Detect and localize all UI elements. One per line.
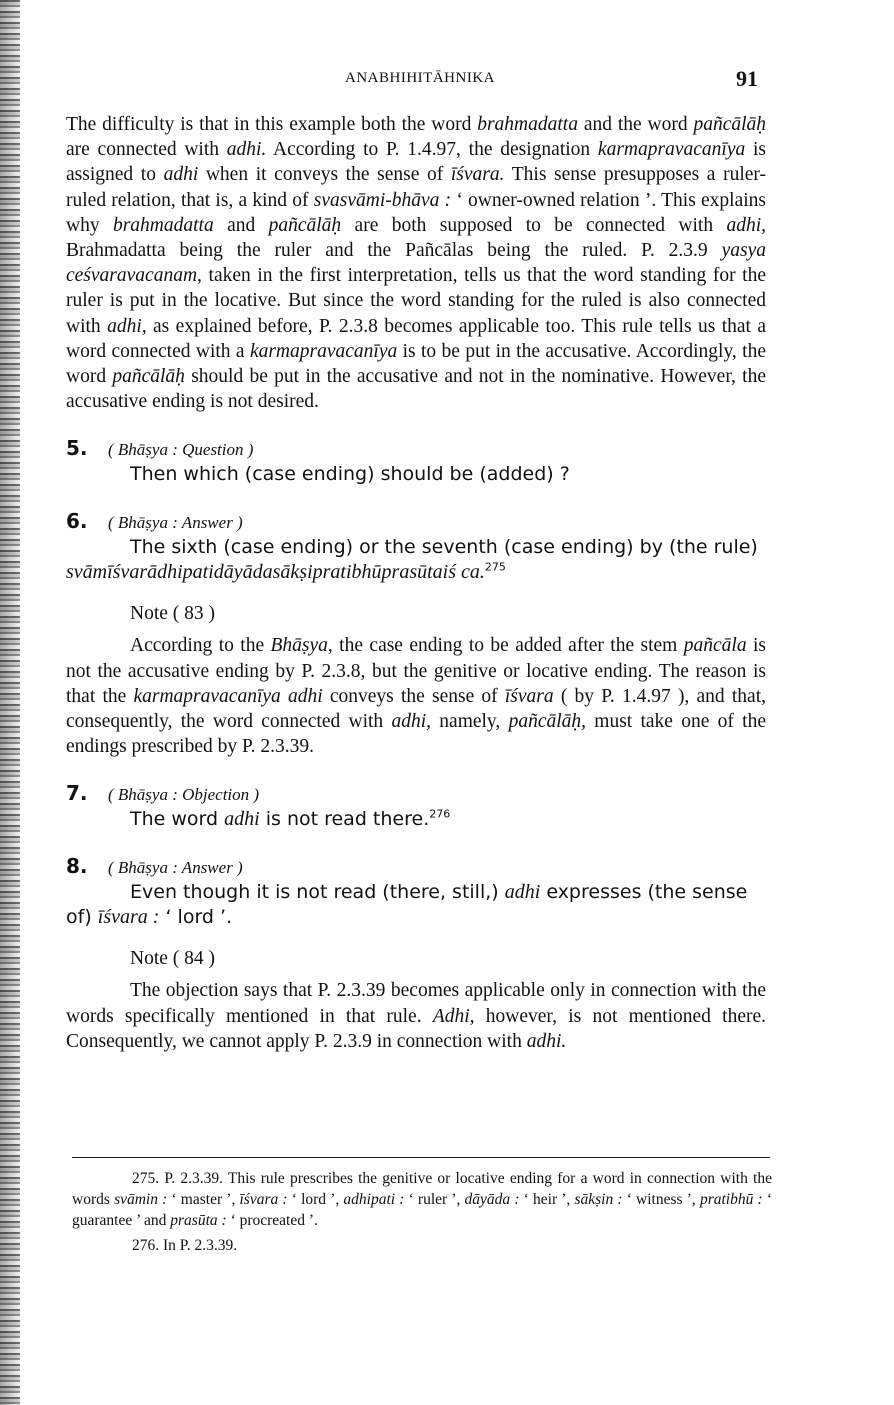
section-7-heading	[66, 781, 766, 807]
section-label: ( Bhāṣya : Question )	[108, 440, 254, 460]
section-5-heading	[66, 436, 766, 462]
section-number: 8.	[66, 854, 88, 879]
section-6-text: The sixth (case ending) or the seventh (case ending) by (the rule) svāmīśvarādhipatidāyādasākṣipratibhūprasūtaiś ca.$^{275}$	[66, 536, 758, 584]
note-84-text: The objection says that P. 2.3.39 becomes applicable only in connection with the words specifically mentioned in that rule. Adhi, however, is not mentioned there. Consequently, we cannot apply P. 2.3.9 in connection with adhi.	[66, 980, 766, 1052]
footnote-276: 276. In P. 2.3.39.	[132, 1237, 238, 1254]
footnote-275: 275. P. 2.3.39. This rule prescribes the genitive or locative ending for a word in connection with the words svāmin : ‘ master ’, īśvara : ‘ lord ’, adhipati : ‘ ruler ’, dāyāda : ‘ heir ’, sākṣin : ‘ witness ’, pratibhū : ‘ guarantee ’ and prasūta : ‘ procreated ’.	[72, 1170, 772, 1229]
section-label: ( Bhāṣya : Answer )	[108, 858, 243, 878]
note-83-text: According to the Bhāṣya, the case ending to be added after the stem pañcāla is not the accusative ending by P. 2.3.8, but the genitive or locative ending. The reason is that the karmapravacanīya adhi conveys the sense of īśvara ( by P. 1.4.97 ), and that, consequently, the word connected with adhi, namely, pañcālāḥ, must take one of the endings prescribed by P. 2.3.39.	[66, 635, 766, 758]
footnote-ref: 276	[429, 808, 451, 822]
section-5-text: Then which (case ending) should be (added) ?	[130, 463, 570, 486]
note-84-label: Note ( 84 )	[130, 948, 216, 970]
intro-paragraph: The difficulty is that in this example both the word brahmadatta and the word pañcālāḥ are connected with adhi. According to P. 1.4.97, the designation karmapravacanīya is assigned to adhi when it conveys the sense of īśvara. This sense presupposes a ruler-ruled relation, that is, a kind of svasvāmi-bhāva : ‘ owner-owned relation ’. This explains why brahmadatta and pañcālāḥ are both supposed to be connected with adhi, Brahmadatta being the ruler and the Pañcālas being the ruled. P. 2.3.9 yasya ceśvaravacanam, taken in the first interpretation, tells us that the word standing for the ruler is put in the locative. But since the word standing for the ruled is also connected with adhi, as explained before, P. 2.3.8 becomes applicable too. This rule tells us that a word connected with a karmapravacanīya is to be put in the accusative. Accordingly, the word pañcālāḥ should be put in the accusative and not in the nominative. However, the accusative ending is not desired.	[66, 114, 767, 413]
running-head: ANABHIHITĀHNIKA	[345, 70, 495, 86]
main-text	[66, 112, 766, 1054]
section-7-text: The word adhi is not read there.$^{276}$	[130, 808, 451, 831]
footnote-divider	[72, 1157, 770, 1158]
footnotes	[72, 1168, 772, 1256]
page-number: 91	[736, 66, 758, 91]
section-number: 7.	[66, 781, 88, 806]
note-83-label: Note ( 83 )	[130, 603, 216, 625]
footnote-ref: 275	[484, 561, 506, 575]
section-number: 5.	[66, 436, 88, 461]
section-8-text: Even though it is not read (there, still,) adhi expresses (the sense of) īśvara : ‘ lord ’.	[66, 881, 748, 929]
section-label: ( Bhāṣya : Objection )	[108, 785, 260, 805]
page-edge-shadow	[0, 0, 20, 1405]
section-label: ( Bhāṣya : Answer )	[108, 513, 243, 533]
section-number: 6.	[66, 509, 88, 534]
section-6-heading	[66, 509, 766, 535]
page-header	[70, 66, 770, 92]
section-8-heading	[66, 854, 766, 880]
